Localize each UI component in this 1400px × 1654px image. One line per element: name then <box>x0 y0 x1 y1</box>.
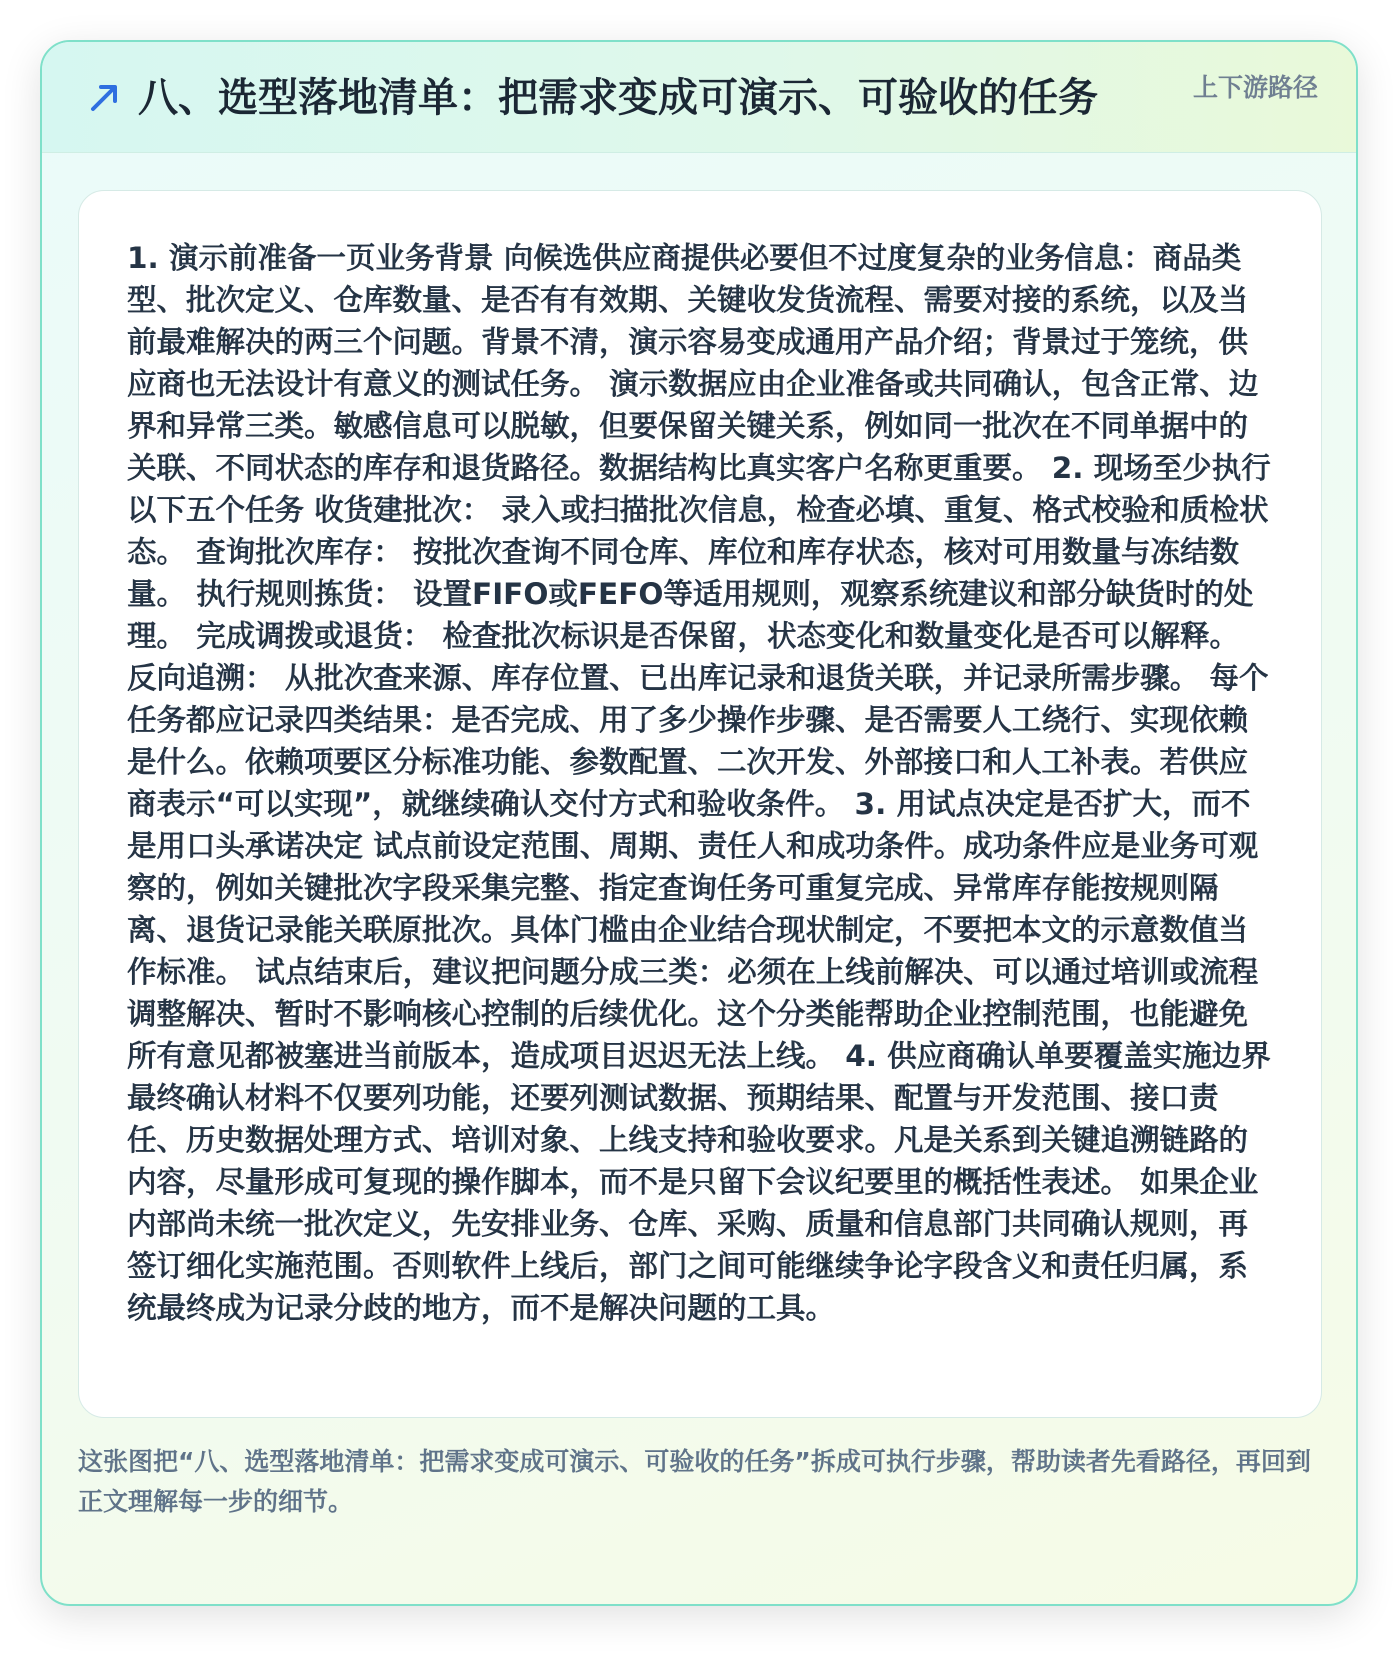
card-header <box>42 42 1356 153</box>
figure-caption: 这张图把“八、选型落地清单：把需求变成可演示、可验收的任务”拆成可执行步骤，帮助读者先看路径，再回到正文理解每一步的细节。 <box>78 1447 1311 1516</box>
section-title: 八、选型落地清单：把需求变成可演示、可验收的任务 <box>138 75 1098 121</box>
trend-arrow-icon <box>88 80 122 114</box>
section-tag: 上下游路径 <box>1192 73 1318 102</box>
content-panel <box>78 190 1322 1418</box>
section-card <box>40 40 1358 1606</box>
content-body: 1. 演示前准备一页业务背景 向候选供应商提供必要但不过度复杂的业务信息：商品类型、批次定义、仓库数量、是否有有效期、关键收发货流程、需要对接的系统，以及当前最难解决的两三个问题。背景不清，演示容易变成通用产品介绍；背景过于笼统，供应商也无法设计有意义的测试任务。 演示数据应由企业准备或共同确认，包含正常、边界和异常三类。敏感信息可以脱敏，但要保留关键关系，例如同一批次在不同单据中的关联、不同状态的库存和退货路径。数据结构比真实客户名称更重要。 2. 现场至少执行以下五个任务 收货建批次： 录入或扫描批次信息，检查必填、重复、格式校验和质检状态。 查询批次库存： 按批次查询不同仓库、库位和库存状态，核对可用数量与冻结数量。 执行规则拣货： 设置FIFO或FEFO等适用规则，观察系统建议和部分缺货时的处理。 完成调拨或退货： 检查批次标识是否保留，状态变化和数量变化是否可以解释。 反向追溯： 从批次查来源、库存位置、已出库记录和退货关联，并记录所需步骤。 每个任务都应记录四类结果：是否完成、用了多少操作步骤、是否需要人工绕行、实现依赖是什么。依赖项要区分标准功能、参数配置、二次开发、外部接口和人工补表。若供应商表示“可以实现”，就继续确认交付方式和验收条件。 3. 用试点决定是否扩大，而不是用口头承诺决定 试点前设定范围、周期、责任人和成功条件。成功条件应是业务可观察的，例如关键批次字段采集完整、指定查询任务可重复完成、异常库存能按规则隔离、退货记录能关联原批次。具体门槛由企业结合现状制定，不要把本文的示意数值当作标准。 试点结束后，建议把问题分成三类：必须在上线前解决、可以通过培训或流程调整解决、暂时不影响核心控制的后续优化。这个分类能帮助企业控制范围，也能避免所有意见都被塞进当前版本，造成项目迟迟无法上线。 4. 供应商确认单要覆盖实施边界 最终确认材料不仅要列功能，还要列测试数据、预期结果、配置与开发范围、接口责任、历史数据处理方式、培训对象、上线支持和验收要求。凡是关系到关键追溯链路的内容，尽量形成可复现的操作脚本，而不是只留下会议纪要里的概括性表述。 如果企业内部尚未统一批次定义，先安排业务、仓库、采购、质量和信息部门共同确认规则，再签订细化实施范围。否则软件上线后，部门之间可能继续争论字段含义和责任归属，系统最终成为记录分歧的地方，而不是解决问题的工具。 <box>127 241 1271 1325</box>
